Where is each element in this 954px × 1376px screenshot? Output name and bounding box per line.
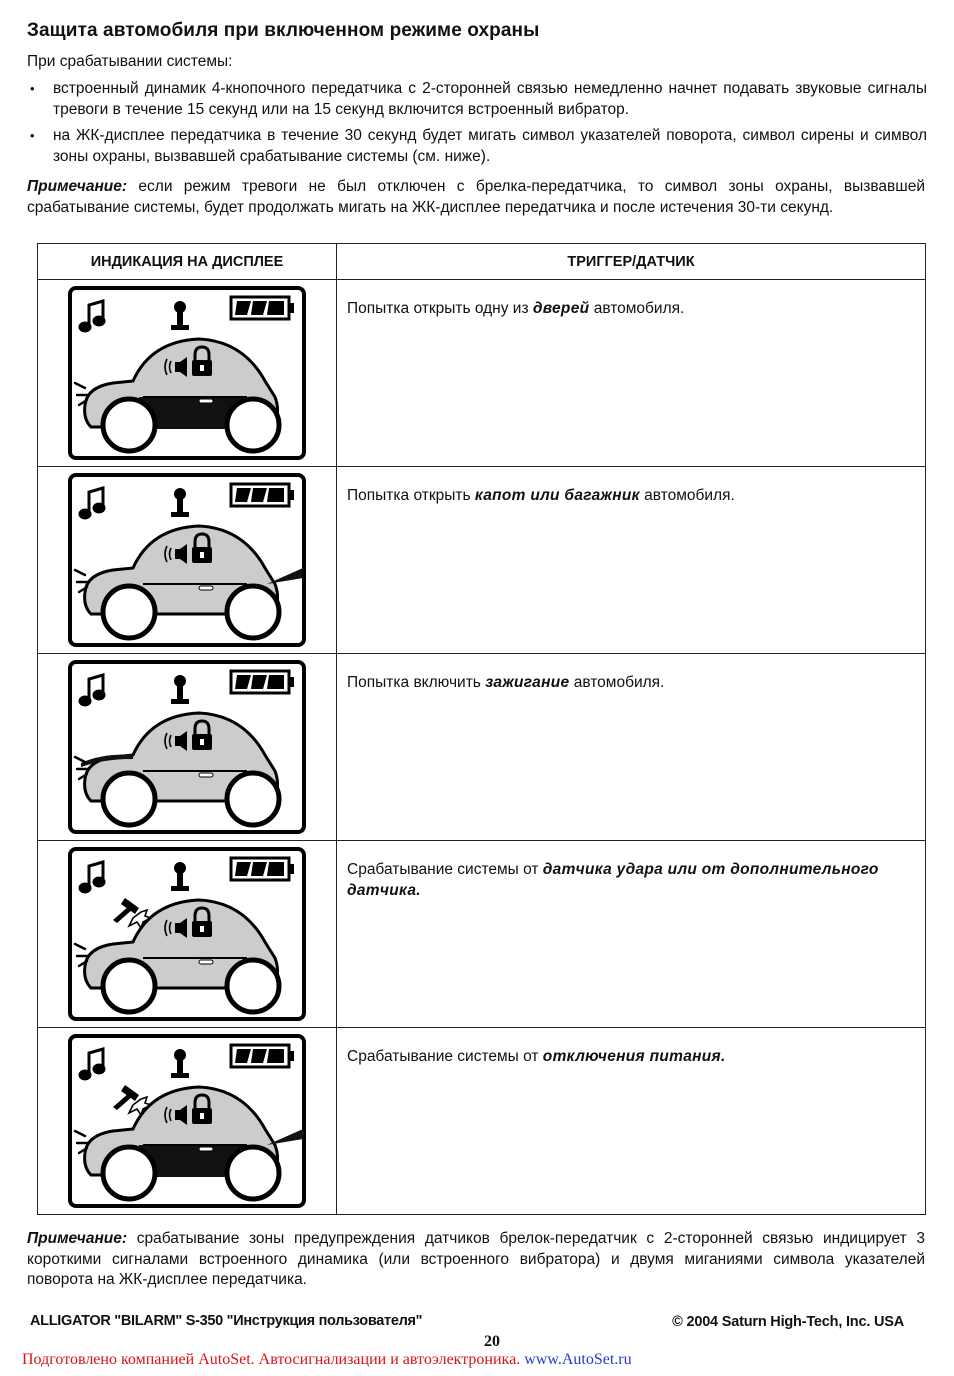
- display-cell: [38, 467, 337, 654]
- header-trigger: ТРИГГЕР/ДАТЧИК: [337, 244, 926, 280]
- trigger-cell: [337, 1028, 926, 1215]
- note-paragraph: [27, 177, 925, 218]
- trigger-zone: капот или багажник: [474, 487, 640, 504]
- note-text: если режим тревоги не был отключен с брелка-передатчика, то символ зоны охраны, вызвавшей срабатывание системы, будет продолжать мигать на ЖК-дисплее передатчика и после истечения 30-ти секунд.: [27, 178, 925, 216]
- battery-icon: [231, 671, 294, 693]
- header-display: ИНДИКАЦИЯ НА ДИСПЛЕЕ: [38, 244, 337, 280]
- credit-text: Подготовлено компанией AutoSet. Автосигнализации и автоэлектроника.: [22, 1351, 525, 1368]
- credit-link[interactable]: www.AutoSet.ru: [524, 1351, 632, 1368]
- battery-icon: [231, 1045, 294, 1067]
- footer-copyright: © 2004 Saturn High-Tech, Inc. USA: [672, 1314, 904, 1330]
- trigger-text: Попытка включить: [347, 674, 486, 691]
- table-row: [38, 467, 926, 654]
- lcd-display: [67, 846, 307, 1022]
- trigger-zone: датчика удара или от дополнительного датчика.: [347, 861, 879, 899]
- table-row: [38, 654, 926, 841]
- trigger-cell: [337, 841, 926, 1028]
- table-row: [38, 1028, 926, 1215]
- trigger-cell: [337, 467, 926, 654]
- bullet-item: • встроенный динамик 4-кнопочного передатчика с 2-сторонней связью немедленно начнет подавать звуковые сигналы тревоги в течение 15 секунд или на 15 секунд включится встроенный вибратор.: [27, 78, 927, 120]
- lcd-display: [67, 285, 307, 461]
- bullet-item: • на ЖК-дисплее передатчика в течение 30 секунд будет мигать символ указателей поворота, символ сирены и символ зоны охраны, вызвавшей срабатывание системы (см. ниже).: [27, 125, 927, 167]
- lcd-display: [67, 472, 307, 648]
- page-number: 20: [484, 1333, 500, 1350]
- credit-line: [22, 1351, 632, 1369]
- trigger-zone: зажигание: [485, 674, 570, 691]
- trigger-text-end: автомобиля.: [589, 300, 685, 317]
- display-cell: [38, 1028, 337, 1215]
- display-cell: [38, 841, 337, 1028]
- lcd-display: [67, 1033, 307, 1209]
- battery-icon: [231, 297, 294, 319]
- footer-product: ALLIGATOR "BILARM" S-350 "Инструкция пользователя": [30, 1313, 423, 1329]
- note-label: Примечание:: [27, 178, 128, 195]
- indication-table: [37, 243, 926, 1215]
- display-cell: [38, 280, 337, 467]
- intro-text: При срабатывании системы:: [27, 53, 233, 70]
- trigger-zone: отключения питания.: [542, 1048, 726, 1065]
- trigger-text: Срабатывание системы от: [347, 1048, 543, 1065]
- note-text: срабатывание зоны предупреждения датчиков брелок-передатчик с 2-сторонней связью индицирует 3 короткими сигналами встроенного динамика (или встроенного вибратора) и двумя миганиями символа указателей поворота на ЖК-дисплее передатчика.: [27, 1230, 925, 1288]
- bullet-list: [27, 78, 927, 172]
- display-cell: [38, 654, 337, 841]
- lcd-display: [67, 659, 307, 835]
- battery-icon: [231, 484, 294, 506]
- table-header-row: [38, 244, 926, 280]
- trigger-text-end: автомобиля.: [569, 674, 665, 691]
- trigger-text-end: автомобиля.: [639, 487, 735, 504]
- note-paragraph: [27, 1229, 925, 1291]
- trigger-text: Попытка открыть: [347, 487, 475, 504]
- trigger-zone: дверей: [532, 300, 590, 317]
- trigger-text: Попытка открыть одну из: [347, 300, 533, 317]
- trigger-text: Срабатывание системы от: [347, 861, 543, 878]
- table-row: [38, 841, 926, 1028]
- note-label: Примечание:: [27, 1230, 128, 1247]
- trigger-cell: [337, 654, 926, 841]
- page-title: Защита автомобиля при включенном режиме охраны: [27, 20, 540, 41]
- table-row: [38, 280, 926, 467]
- battery-icon: [231, 858, 294, 880]
- trigger-cell: [337, 280, 926, 467]
